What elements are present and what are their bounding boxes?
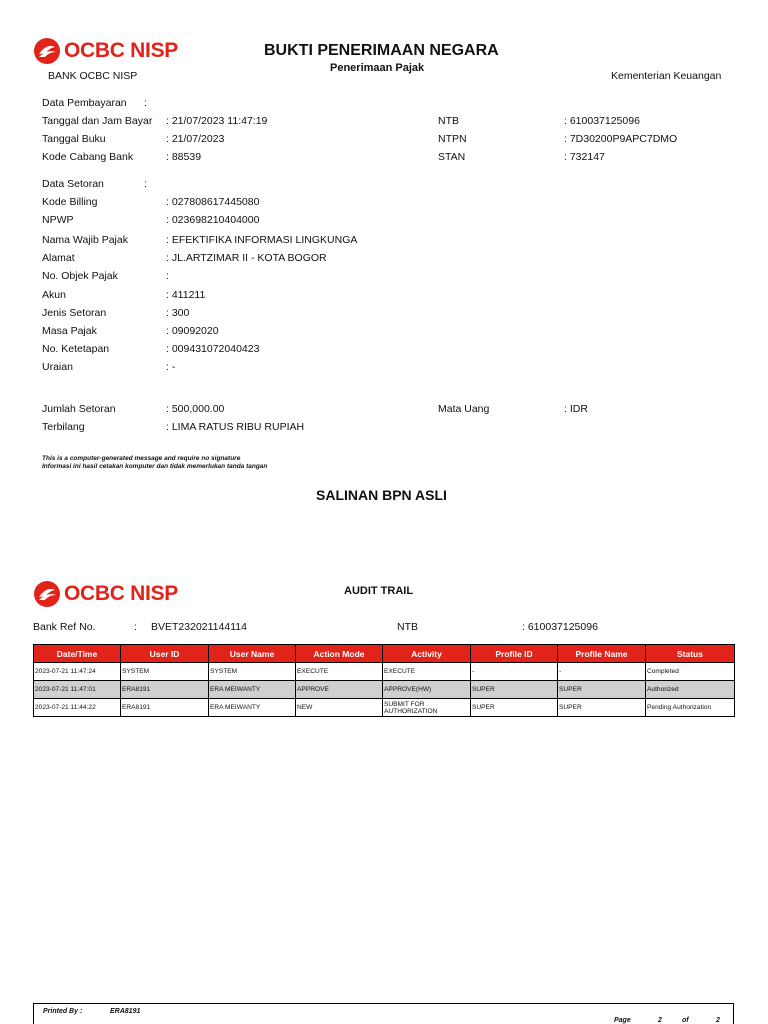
amount-words-label: Terbilang [42,421,85,433]
table-cell: EXECUTE [296,663,383,681]
page-total: 2 [716,1017,720,1024]
logo-text: OCBC NISP [64,582,178,605]
page-label: Page [614,1017,631,1024]
table-cell: SYSTEM [121,663,209,681]
payment-section-label: Data Pembayaran [42,97,127,109]
deposit-label: Masa Pajak [42,325,97,337]
table-cell: 2023-07-21 11:47:01 [34,681,121,699]
payment-right-value: : 610037125096 [564,115,640,127]
audit-ntb-label: NTB [397,621,418,633]
table-cell: 2023-07-21 11:47:24 [34,663,121,681]
table-cell: Pending Authorization [646,699,735,717]
deposit-value: : 023698210404000 [166,214,260,226]
table-cell: SUPER [471,699,558,717]
table-cell: Authorized [646,681,735,699]
audit-title: AUDIT TRAIL [344,585,414,597]
table-cell: - [471,663,558,681]
payment-value: : 21/07/2023 [166,133,225,145]
table-cell: Completed [646,663,735,681]
printed-by-label: Printed By : [43,1008,83,1015]
payment-label: Tanggal dan Jam Bayar [42,115,153,127]
payment-right-value: : 7D30200P9APC7DMO [564,133,678,145]
audit-ntb-value: : 610037125096 [522,621,598,633]
column-header: User ID [121,645,209,663]
table-cell: SUPER [471,681,558,699]
deposit-value: : 411211 [166,289,206,301]
disclaimer-line-en: This is a computer-generated message and require no signature [42,455,241,462]
table-cell: NEW [296,699,383,717]
bank-ref-value: BVET232021144114 [151,621,247,633]
table-cell: SUPER [558,699,646,717]
printed-by-value: ERA8191 [110,1008,141,1015]
print-footer [33,1003,734,1024]
column-header: User Name [209,645,296,663]
column-header: Date/Time [34,645,121,663]
table-header-row [34,645,735,663]
amount-label: Jumlah Setoran [42,403,116,415]
amount-value: : 500,000.00 [166,403,225,415]
deposit-label: Alamat [42,252,75,264]
deposit-value: : JL.ARTZIMAR II - KOTA BOGOR [166,252,327,264]
bank-ref-colon: : [134,621,137,633]
column-header: Status [646,645,735,663]
page-title: BUKTI PENERIMAAN NEGARA [264,42,499,59]
payment-section-colon: : [144,97,147,109]
logo-text: OCBC NISP [64,39,178,62]
deposit-label: No. Ketetapan [42,343,110,355]
table-cell: ERA8191 [121,681,209,699]
payment-label: Kode Cabang Bank [42,151,134,163]
deposit-label: Akun [42,289,66,301]
deposit-label: Uraian [42,361,73,373]
table-cell: ERA8191 [121,699,209,717]
deposit-section-label: Data Setoran [42,178,104,190]
deposit-label: Kode Billing [42,196,98,208]
table-cell: ERA MEIWANTY [209,681,296,699]
table-cell: SUPER [558,681,646,699]
currency-label: Mata Uang [438,403,490,415]
table-cell: APPROVE [296,681,383,699]
deposit-value: : 300 [166,307,190,319]
payment-value: : 88539 [166,151,202,163]
deposit-value: : [166,270,169,282]
deposit-section-colon: : [144,178,147,190]
table-cell: 2023-07-21 11:44:22 [34,699,121,717]
column-header: Activity [383,645,471,663]
disclaimer-note [42,455,267,471]
ocbc-logo-audit [33,580,178,608]
page-subtitle: Penerimaan Pajak [330,62,425,74]
page-of-label: of [682,1017,689,1024]
deposit-value: : EFEKTIFIKA INFORMASI LINGKUNGA [166,234,358,246]
audit-trail-table [33,644,735,717]
column-header: Profile ID [471,645,558,663]
payment-right-label: NTB [438,115,459,127]
deposit-value: : - [166,361,176,373]
table-cell: SYSTEM [209,663,296,681]
table-row [34,699,735,717]
ocbc-logo [33,37,178,65]
table-row [34,663,735,681]
bank-ref-label: Bank Ref No. [33,621,96,633]
amount-words-value: : LIMA RATUS RIBU RUPIAH [166,421,305,433]
deposit-label: NPWP [42,214,74,226]
deposit-value: : 027808617445080 [166,196,260,208]
payment-label: Tanggal Buku [42,133,106,145]
payment-value: : 21/07/2023 11:47:19 [166,115,268,127]
column-header: Profile Name [558,645,646,663]
copy-label: SALINAN BPN ASLI [316,487,447,503]
table-cell: EXECUTE [383,663,471,681]
deposit-label: Nama Wajib Pajak [42,234,128,246]
ministry-label: Kementerian Keuangan [611,70,722,82]
table-cell: - [558,663,646,681]
ocbc-emblem-icon [33,37,61,65]
table-row [34,681,735,699]
ocbc-emblem-icon [33,580,61,608]
disclaimer-line-id: Informasi ini hasil cetakan komputer dan tidak memerlukan tanda tangan [42,463,268,470]
payment-right-label: NTPN [438,133,467,145]
table-cell: ERA MEIWANTY [209,699,296,717]
deposit-value: : 009431072040423 [166,343,260,355]
deposit-label: Jenis Setoran [42,307,107,319]
deposit-value: : 09092020 [166,325,219,337]
deposit-label: No. Objek Pajak [42,270,118,282]
page-current: 2 [658,1017,662,1024]
column-header: Action Mode [296,645,383,663]
payment-right-value: : 732147 [564,151,605,163]
table-cell: APPROVE(HW) [383,681,471,699]
bank-label: BANK OCBC NISP [48,70,138,82]
payment-right-label: STAN [438,151,466,163]
currency-value: : IDR [564,403,588,415]
table-cell: SUBMIT FOR AUTHORIZATION [383,699,471,717]
